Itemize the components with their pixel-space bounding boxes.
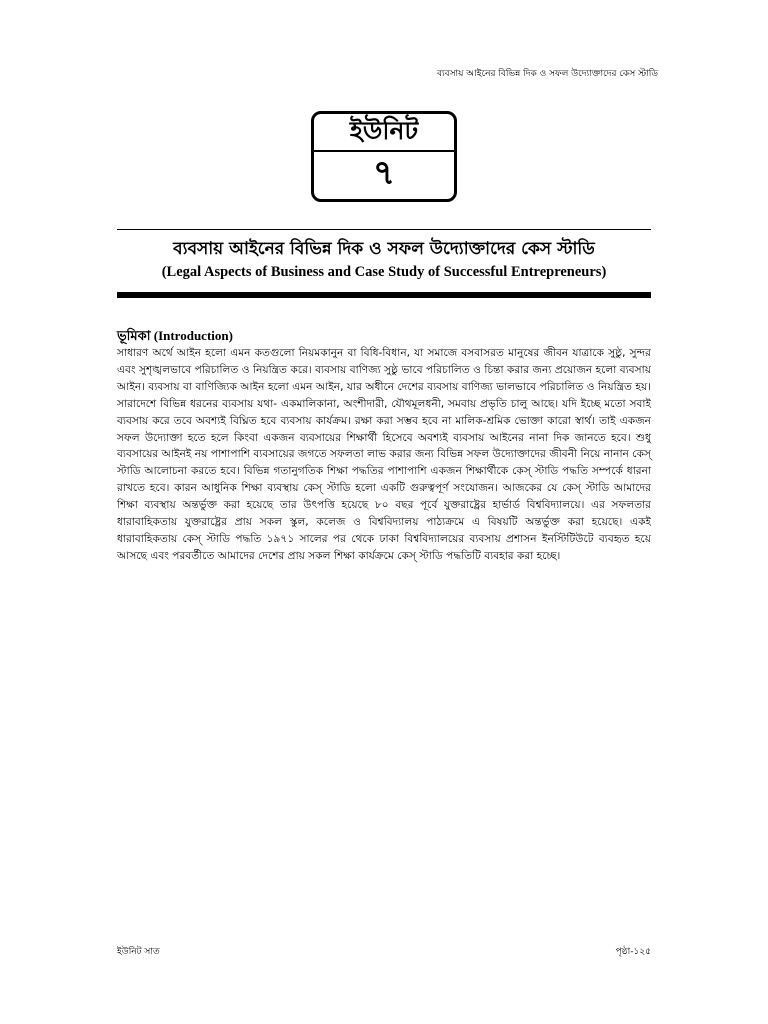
footer-page-number: পৃষ্ঠা-১২৫ <box>615 947 651 957</box>
unit-box <box>311 111 457 202</box>
unit-label: ইউনিট <box>349 115 419 145</box>
unit-number: ৭ <box>372 152 396 193</box>
footer-unit-label: ইউনিট সাত <box>117 947 160 957</box>
section-heading: ভূমিকা (Introduction) <box>117 328 233 343</box>
running-header: ব্যবসায় আইনের বিভিন্ন দিক ও সফল উদ্যোক্তাদের কেস স্টাডি <box>436 69 658 79</box>
title-bottom-rule <box>117 292 651 298</box>
body-paragraph: সাধারণ অর্থে আইন হলো এমন কতগুলো নিয়মকানুন বা বিধি-বিধান, যা সমাজে বসবাসরত মানুষের জীবন যাত্রাকে সুষ্ঠু, সুন্দর এবং সুশৃঙ্খলভাবে পরিচালিত ও নিয়ন্ত্রিত করে। ব্যবসায় বাণিজ্য সুষ্ঠু ভাবে পরিচালিত ও চিন্তা করার জন্য প্রয়োজন হলো ব্যবসায় আইন। ব্যবসায় বা বাণিজ্যিক আইন হলো এমন আইন, যার অধীনে দেশের ব্যবসায় বাণিজ্য ভালভাবে পরিচালিত ও নিয়ন্ত্রিত হয়। সারাদেশে বিভিন্ন ধরনের ব্যবসায় যথা- একমালিকানা, অংশীদারী, যৌথমূলধনী, সমবায় প্রভৃতি চালু আছে। যদি ইচ্ছে মতো সবাই ব্যবসায় করে তবে অবশ্যই বিঘ্নিত হবে ব্যবসায় কার্যক্রম। রক্ষা করা সম্ভব হবে না মালিক-শ্রমিক ভোক্তা কারো স্বার্থ। তাই একজন সফল উদ্যোক্তা হতে হলে কিংবা একজন ব্যবসায়ের শিক্ষার্থী হিসেবে অবশ্যই ব্যবসায় আইনের নানা দিক জানতে হবে। শুধু ব্যবসায়ের আইনই নয় পাশাপাশি ব্যবসায়ের জগতে সফলতা লাভ করার জন্য বিভিন্ন সফল উদ্যোক্তাদের জীবনী নিয়ে নানান কেস্ স্টাডি আলোচনা করতে হবে। বিভিন্ন গতানুগতিক শিক্ষা পদ্ধতির পাশাপাশি একজন শিক্ষার্থীকে কেস্ স্টাডি পদ্ধতি সম্পর্কে ধারনা রাখতে হবে। কারন আধুনিক শিক্ষা ব্যবস্থায় কেস্ স্টাডি হলো একটি গুরুত্বপূর্ণ সংযোজন। আজকের যে কেস্ স্টাডি আমাদের শিক্ষা ব্যবস্থায় অন্তর্ভুক্ত করা হয়েছে তার উৎপত্তি হয়েছে ৮০ বছর পূর্বে যুক্তরাষ্ট্রের হার্ভার্ড বিশ্ববিদ্যালয়ে। এর সফলতার ধারাবাহিকতায় যুক্তরাষ্ট্রের প্রায় সকল স্কুল, কলেজ ও বিশ্ববিদ্যালয় পাঠ্যক্রমে এ বিষয়টি অন্তর্ভুক্ত করা হয়েছে। একই ধারাবাহিকতায় কেস্ স্টাডি পদ্ধতি ১৯৭১ সালের পর থেকে ঢাকা বিশ্ববিদ্যালয়ের ব্যবসায় প্রশাসন ইনস্টিটিউটে ব্যবহৃত হয়ে আসছে এবং পরবর্তীতে আমাদের দেশের প্রায় সকল শিক্ষা কার্যক্রমে কেস্ স্টাডি পদ্ধতিটি ব্যবহার করা হচ্ছে। <box>117 347 651 562</box>
page-title-bengali: ব্যবসায় আইনের বিভিন্ন দিক ও সফল উদ্যোক্তাদের কেস স্টাডি <box>173 239 595 259</box>
page-title-english: (Legal Aspects of Business and Case Study of Successful Entrepreneurs) <box>161 264 607 280</box>
title-top-rule <box>117 229 651 230</box>
